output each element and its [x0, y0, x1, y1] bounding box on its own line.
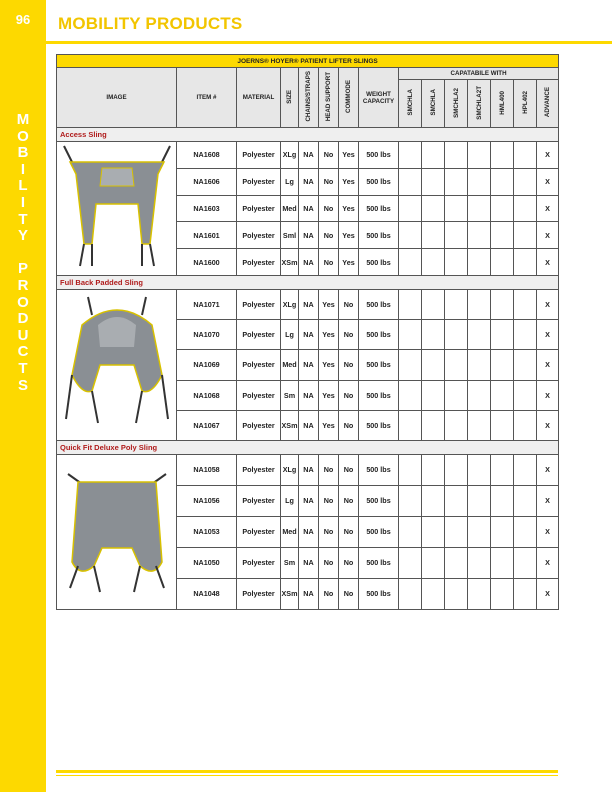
cell-weight: 500 lbs: [359, 195, 399, 222]
table-caption: JOERNS® HOYER® PATIENT LIFTER SLINGS: [57, 55, 559, 68]
cell-item: NA1050: [177, 547, 237, 578]
cell-chains: NA: [299, 516, 319, 547]
cell-size: Lg: [281, 320, 299, 350]
cell-compat: [422, 547, 445, 578]
cell-compat: [514, 454, 537, 485]
cell-material: Polyester: [237, 380, 281, 410]
cell-material: Polyester: [237, 547, 281, 578]
cell-advance: X: [537, 320, 559, 350]
header-model: SMCHLA: [422, 80, 445, 128]
cell-material: Polyester: [237, 578, 281, 609]
cell-chains: NA: [299, 249, 319, 276]
cell-compat: [468, 578, 491, 609]
cell-item: NA1058: [177, 454, 237, 485]
cell-size: XSm: [281, 578, 299, 609]
cell-compat: [399, 195, 422, 222]
cell-chains: NA: [299, 320, 319, 350]
cell-compat: [445, 289, 468, 319]
cell-chains: NA: [299, 547, 319, 578]
cell-compat: [491, 410, 514, 440]
cell-compat: [422, 578, 445, 609]
cell-compat: [399, 578, 422, 609]
header-model: ADVANCE: [537, 80, 559, 128]
cell-compat: [468, 547, 491, 578]
cell-weight: 500 lbs: [359, 516, 399, 547]
side-letter: P: [17, 260, 28, 278]
cell-advance: X: [537, 410, 559, 440]
cell-compat: [445, 168, 468, 195]
side-vertical-title: [0, 112, 46, 394]
cell-compat: [445, 195, 468, 222]
cell-compat: [399, 410, 422, 440]
cell-commode: No: [339, 516, 359, 547]
header-model: SMCHLA2: [445, 80, 468, 128]
cell-compat: [468, 516, 491, 547]
cell-item: NA1067: [177, 410, 237, 440]
cell-commode: No: [339, 485, 359, 516]
cell-chains: NA: [299, 578, 319, 609]
side-letter: Y: [17, 227, 28, 245]
side-letter: O: [17, 127, 29, 145]
cell-compat: [514, 249, 537, 276]
cell-compat: [422, 454, 445, 485]
cell-material: Polyester: [237, 289, 281, 319]
cell-size: XLg: [281, 289, 299, 319]
cell-compat: [468, 195, 491, 222]
cell-size: Sm: [281, 547, 299, 578]
page-title: MOBILITY PRODUCTS: [58, 14, 243, 33]
cell-item: NA1071: [177, 289, 237, 319]
cell-compat: [491, 380, 514, 410]
cell-size: Med: [281, 195, 299, 222]
side-letter: I: [20, 193, 26, 211]
cell-size: XLg: [281, 142, 299, 169]
cell-material: Polyester: [237, 320, 281, 350]
cell-compat: [422, 168, 445, 195]
cell-material: Polyester: [237, 222, 281, 249]
cell-advance: X: [537, 289, 559, 319]
cell-compat: [468, 485, 491, 516]
cell-item: NA1056: [177, 485, 237, 516]
cell-compat: [468, 222, 491, 249]
cell-compat: [491, 249, 514, 276]
cell-compat: [468, 142, 491, 169]
cell-advance: X: [537, 547, 559, 578]
cell-head: Yes: [319, 380, 339, 410]
cell-compat: [514, 195, 537, 222]
cell-compat: [399, 222, 422, 249]
cell-compat: [491, 142, 514, 169]
cell-compat: [491, 320, 514, 350]
cell-size: XSm: [281, 249, 299, 276]
cell-compat: [445, 485, 468, 516]
cell-material: Polyester: [237, 350, 281, 380]
header-item: ITEM #: [177, 68, 237, 128]
cell-weight: 500 lbs: [359, 289, 399, 319]
cell-commode: No: [339, 410, 359, 440]
cell-head: Yes: [319, 289, 339, 319]
cell-item: NA1053: [177, 516, 237, 547]
cell-advance: X: [537, 485, 559, 516]
cell-item: NA1601: [177, 222, 237, 249]
section-heading: Quick Fit Deluxe Poly Sling: [57, 440, 559, 454]
cell-compat: [422, 249, 445, 276]
cell-chains: NA: [299, 289, 319, 319]
cell-compat: [491, 289, 514, 319]
cell-head: No: [319, 485, 339, 516]
cell-compat: [514, 222, 537, 249]
cell-material: Polyester: [237, 168, 281, 195]
cell-weight: 500 lbs: [359, 350, 399, 380]
cell-compat: [422, 320, 445, 350]
cell-material: Polyester: [237, 142, 281, 169]
cell-compat: [514, 485, 537, 516]
cell-weight: 500 lbs: [359, 547, 399, 578]
cell-compat: [422, 195, 445, 222]
cell-compat: [445, 547, 468, 578]
cell-compat: [468, 289, 491, 319]
cell-item: NA1070: [177, 320, 237, 350]
cell-head: No: [319, 222, 339, 249]
cell-compat: [468, 380, 491, 410]
cell-compat: [514, 578, 537, 609]
cell-head: Yes: [319, 410, 339, 440]
cell-material: Polyester: [237, 485, 281, 516]
cell-commode: No: [339, 454, 359, 485]
section-heading: Full Back Padded Sling: [57, 275, 559, 289]
cell-compat: [491, 350, 514, 380]
cell-compat: [514, 516, 537, 547]
cell-head: No: [319, 168, 339, 195]
cell-compat: [468, 350, 491, 380]
side-letter: O: [17, 293, 29, 311]
cell-item: NA1606: [177, 168, 237, 195]
table-row: [57, 289, 559, 319]
sling-image: [57, 454, 177, 609]
cell-material: Polyester: [237, 410, 281, 440]
cell-size: Med: [281, 516, 299, 547]
cell-advance: X: [537, 578, 559, 609]
cell-compat: [468, 168, 491, 195]
cell-compat: [445, 350, 468, 380]
cell-commode: Yes: [339, 222, 359, 249]
cell-compat: [445, 249, 468, 276]
cell-compat: [445, 320, 468, 350]
cell-advance: X: [537, 516, 559, 547]
cell-commode: Yes: [339, 168, 359, 195]
cell-compat: [445, 578, 468, 609]
cell-compat: [399, 454, 422, 485]
header-head: HEAD SUPPORT: [319, 68, 339, 128]
cell-commode: No: [339, 380, 359, 410]
cell-compat: [514, 168, 537, 195]
cell-compat: [399, 516, 422, 547]
cell-advance: X: [537, 168, 559, 195]
cell-compat: [422, 222, 445, 249]
cell-compat: [445, 142, 468, 169]
cell-chains: NA: [299, 195, 319, 222]
cell-weight: 500 lbs: [359, 454, 399, 485]
side-letter: R: [17, 276, 29, 294]
cell-size: XSm: [281, 410, 299, 440]
cell-advance: X: [537, 222, 559, 249]
cell-compat: [445, 380, 468, 410]
cell-compat: [514, 350, 537, 380]
side-letter: [0, 245, 46, 262]
cell-size: Lg: [281, 168, 299, 195]
cell-compat: [491, 168, 514, 195]
cell-weight: 500 lbs: [359, 380, 399, 410]
cell-head: No: [319, 547, 339, 578]
cell-compat: [468, 410, 491, 440]
cell-head: No: [319, 195, 339, 222]
side-letter: S: [17, 376, 28, 394]
cell-compat: [399, 485, 422, 516]
header-commode: COMMODE: [339, 68, 359, 128]
cell-weight: 500 lbs: [359, 578, 399, 609]
cell-commode: No: [339, 289, 359, 319]
cell-compat: [399, 320, 422, 350]
bottom-rule: [56, 770, 558, 773]
cell-item: NA1068: [177, 380, 237, 410]
cell-compat: [399, 249, 422, 276]
header-model: HPL402: [514, 80, 537, 128]
cell-material: Polyester: [237, 454, 281, 485]
sling-table: [56, 54, 559, 610]
cell-chains: NA: [299, 380, 319, 410]
cell-compat: [491, 547, 514, 578]
cell-chains: NA: [299, 168, 319, 195]
header-size: SIZE: [281, 68, 299, 128]
side-letter: D: [17, 310, 29, 328]
cell-weight: 500 lbs: [359, 222, 399, 249]
side-letter: M: [16, 111, 30, 128]
cell-compat: [445, 222, 468, 249]
cell-item: NA1603: [177, 195, 237, 222]
cell-compat: [422, 289, 445, 319]
header-model: SMCHLA: [399, 80, 422, 128]
cell-compat: [422, 410, 445, 440]
top-rule: [46, 41, 612, 44]
cell-compat: [514, 380, 537, 410]
header-compat: CAPATABILE WITH: [399, 68, 559, 80]
cell-weight: 500 lbs: [359, 249, 399, 276]
cell-compat: [422, 485, 445, 516]
cell-compat: [514, 410, 537, 440]
side-letter: T: [18, 359, 28, 377]
table-row: [57, 142, 559, 169]
header-model: HML400: [491, 80, 514, 128]
cell-commode: No: [339, 350, 359, 380]
cell-size: Lg: [281, 485, 299, 516]
side-letter: B: [17, 144, 29, 162]
cell-compat: [514, 142, 537, 169]
cell-compat: [514, 547, 537, 578]
cell-chains: NA: [299, 485, 319, 516]
sling-image: [57, 142, 177, 276]
cell-compat: [491, 578, 514, 609]
side-letter: U: [17, 326, 29, 344]
cell-head: No: [319, 249, 339, 276]
cell-item: NA1069: [177, 350, 237, 380]
header-chains: CHAINS/STRAPS: [299, 68, 319, 128]
cell-compat: [422, 142, 445, 169]
cell-compat: [422, 380, 445, 410]
cell-compat: [491, 485, 514, 516]
cell-size: Sm: [281, 380, 299, 410]
cell-weight: 500 lbs: [359, 485, 399, 516]
cell-compat: [399, 142, 422, 169]
cell-weight: 500 lbs: [359, 320, 399, 350]
cell-compat: [491, 454, 514, 485]
cell-compat: [491, 222, 514, 249]
cell-head: Yes: [319, 320, 339, 350]
cell-compat: [514, 289, 537, 319]
cell-compat: [399, 168, 422, 195]
table-row: [57, 454, 559, 485]
cell-item: NA1608: [177, 142, 237, 169]
cell-compat: [399, 350, 422, 380]
cell-compat: [399, 380, 422, 410]
sling-image: [57, 289, 177, 440]
cell-material: Polyester: [237, 249, 281, 276]
cell-compat: [468, 249, 491, 276]
cell-chains: NA: [299, 222, 319, 249]
section-heading: Access Sling: [57, 128, 559, 142]
cell-item: NA1600: [177, 249, 237, 276]
header-weight: WEIGHT CAPACITY: [359, 68, 399, 128]
side-letter: I: [20, 160, 26, 178]
header-model: SMCHLA2T: [468, 80, 491, 128]
cell-compat: [422, 516, 445, 547]
cell-commode: Yes: [339, 249, 359, 276]
side-letter: T: [18, 210, 28, 228]
cell-compat: [445, 410, 468, 440]
cell-size: Med: [281, 350, 299, 380]
cell-compat: [491, 195, 514, 222]
cell-head: No: [319, 454, 339, 485]
cell-compat: [422, 350, 445, 380]
cell-commode: Yes: [339, 142, 359, 169]
cell-advance: X: [537, 142, 559, 169]
cell-advance: X: [537, 350, 559, 380]
cell-chains: NA: [299, 410, 319, 440]
cell-compat: [468, 454, 491, 485]
cell-size: XLg: [281, 454, 299, 485]
header-material: MATERIAL: [237, 68, 281, 128]
cell-advance: X: [537, 249, 559, 276]
cell-compat: [399, 547, 422, 578]
cell-compat: [491, 516, 514, 547]
header-image: IMAGE: [57, 68, 177, 128]
cell-compat: [445, 454, 468, 485]
side-letter: L: [18, 177, 28, 195]
cell-compat: [468, 320, 491, 350]
cell-compat: [514, 320, 537, 350]
cell-commode: No: [339, 547, 359, 578]
cell-head: No: [319, 516, 339, 547]
cell-compat: [399, 289, 422, 319]
cell-weight: 500 lbs: [359, 142, 399, 169]
cell-advance: X: [537, 454, 559, 485]
cell-material: Polyester: [237, 195, 281, 222]
cell-weight: 500 lbs: [359, 168, 399, 195]
cell-commode: No: [339, 578, 359, 609]
cell-head: No: [319, 578, 339, 609]
page-number: 96: [0, 0, 46, 40]
cell-item: NA1048: [177, 578, 237, 609]
cell-chains: NA: [299, 142, 319, 169]
side-letter: C: [17, 343, 29, 361]
cell-commode: Yes: [339, 195, 359, 222]
cell-chains: NA: [299, 350, 319, 380]
cell-material: Polyester: [237, 516, 281, 547]
bottom-rule-thin: [56, 775, 558, 776]
cell-head: Yes: [319, 350, 339, 380]
cell-size: Sml: [281, 222, 299, 249]
cell-compat: [445, 516, 468, 547]
cell-advance: X: [537, 195, 559, 222]
cell-advance: X: [537, 380, 559, 410]
cell-head: No: [319, 142, 339, 169]
cell-weight: 500 lbs: [359, 410, 399, 440]
cell-chains: NA: [299, 454, 319, 485]
cell-commode: No: [339, 320, 359, 350]
